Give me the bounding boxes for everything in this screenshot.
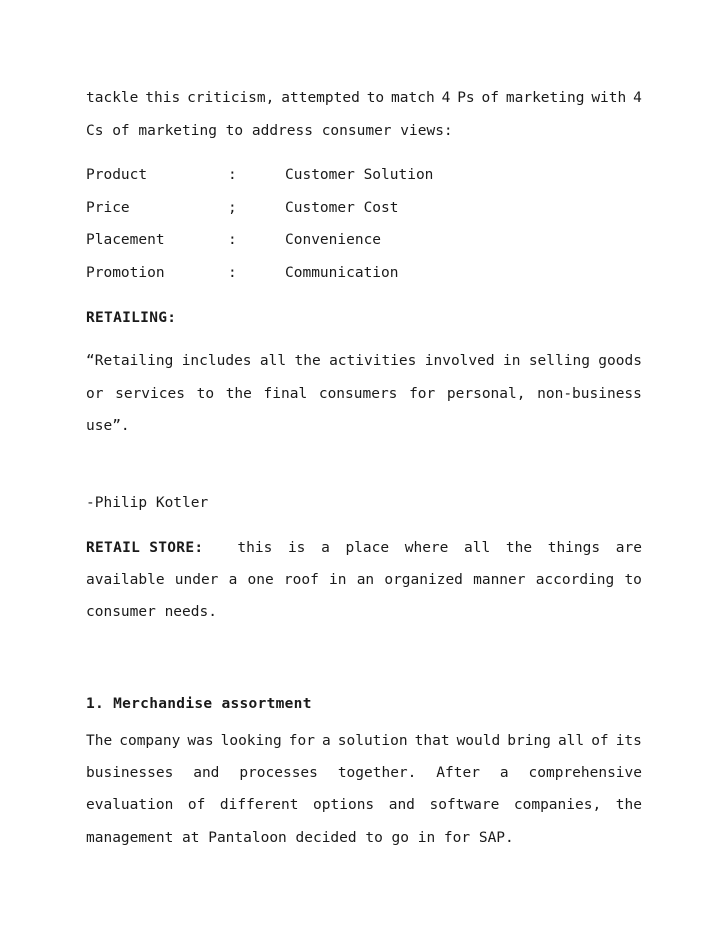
word: roof <box>283 572 319 588</box>
word: personal, <box>446 386 526 402</box>
word: all <box>259 353 287 369</box>
word: and <box>388 797 415 813</box>
word: together. <box>337 765 417 781</box>
c-term: Communication <box>285 265 399 281</box>
word: looking <box>220 733 282 749</box>
separator: : <box>228 167 237 183</box>
word: to <box>196 386 215 402</box>
word: is <box>287 540 306 556</box>
word: match <box>391 90 435 106</box>
intro-line-1 <box>86 88 642 108</box>
word: activities <box>329 353 417 369</box>
word: its <box>615 733 642 749</box>
word: options <box>313 797 375 813</box>
word: consumers <box>318 386 398 402</box>
word: “Retailing <box>86 353 174 369</box>
word: processes <box>239 765 318 781</box>
word: the <box>505 540 533 556</box>
merchandise-line-2 <box>86 763 642 783</box>
quote-attribution: -Philip Kotler <box>86 495 209 511</box>
word: this <box>237 540 273 556</box>
word: was <box>187 733 214 749</box>
word: involved <box>424 353 495 369</box>
quote-line-1 <box>86 351 642 371</box>
retail-store-line-1 <box>86 538 642 558</box>
word: companies, <box>513 797 602 813</box>
word: of <box>591 733 609 749</box>
word: for <box>288 733 315 749</box>
retail-store-heading: RETAIL STORE: <box>86 540 204 556</box>
merchandise-line-3 <box>86 795 642 815</box>
word: available <box>86 572 165 588</box>
separator: : <box>228 265 237 281</box>
word: final <box>263 386 308 402</box>
word: comprehensive <box>528 765 642 781</box>
quote-line-3: use”. <box>86 418 130 434</box>
word: company <box>119 733 181 749</box>
word: Ps <box>457 90 475 106</box>
merchandise-heading: 1. Merchandise assortment <box>86 696 312 712</box>
word: includes <box>181 353 252 369</box>
word: are <box>615 540 642 556</box>
word: one <box>247 572 274 588</box>
word: solution <box>337 733 408 749</box>
word: businesses <box>86 765 174 781</box>
retail-store-line-3: consumer needs. <box>86 604 217 620</box>
word: to <box>366 90 385 106</box>
intro-line-2: Cs of marketing to address consumer views: <box>86 123 453 139</box>
p-term: Promotion <box>86 265 165 281</box>
word: all <box>464 540 491 556</box>
word: with <box>591 90 627 106</box>
word: a <box>321 733 331 749</box>
word: 4 <box>441 90 451 106</box>
word: marketing <box>505 90 585 106</box>
word: selling <box>528 353 590 369</box>
word: the <box>225 386 252 402</box>
word: of <box>187 797 206 813</box>
word: under <box>174 572 219 588</box>
word: in <box>502 353 521 369</box>
c-term: Customer Cost <box>285 200 399 216</box>
word: and <box>193 765 220 781</box>
c-term: Customer Solution <box>285 167 434 183</box>
p-term: Placement <box>86 232 165 248</box>
c-term: Convenience <box>285 232 382 248</box>
word: criticism, <box>187 90 275 106</box>
word: After <box>436 765 480 781</box>
word: place <box>345 540 390 556</box>
separator: ; <box>228 200 237 216</box>
p-term: Product <box>86 167 148 183</box>
word: bring <box>507 733 551 749</box>
word: all <box>557 733 585 749</box>
merchandise-line-1 <box>86 731 642 751</box>
word: of <box>481 90 499 106</box>
word: evaluation <box>86 797 174 813</box>
word: goods <box>598 353 642 369</box>
word: the <box>294 353 321 369</box>
merchandise-line-4: management at Pantaloon decided to go in for SAP. <box>86 830 514 846</box>
word: non-business <box>537 386 642 402</box>
word: tackle <box>86 90 139 106</box>
p-term: Price <box>86 200 130 216</box>
word: software <box>429 797 500 813</box>
quote-line-2 <box>86 384 642 404</box>
word: a <box>499 765 509 781</box>
separator: : <box>228 232 237 248</box>
word: services <box>115 386 185 402</box>
word: in <box>329 572 347 588</box>
word: attempted <box>281 90 360 106</box>
word: different <box>219 797 299 813</box>
word: a <box>228 572 238 588</box>
word: to <box>624 572 642 588</box>
word: for <box>409 386 436 402</box>
retail-store-words <box>237 538 642 558</box>
word: or <box>86 386 104 402</box>
word: according <box>535 572 615 588</box>
word: 4 <box>633 90 642 106</box>
word: that <box>414 733 450 749</box>
word: The <box>86 733 113 749</box>
retail-store-line-2 <box>86 570 642 590</box>
word: where <box>404 540 449 556</box>
word: manner <box>473 572 526 588</box>
word: a <box>321 540 330 556</box>
word: this <box>145 90 181 106</box>
word: organized <box>384 572 463 588</box>
word: things <box>547 540 601 556</box>
retailing-heading: RETAILING: <box>86 310 177 326</box>
word: an <box>356 572 375 588</box>
word: the <box>615 797 642 813</box>
word: would <box>456 733 501 749</box>
